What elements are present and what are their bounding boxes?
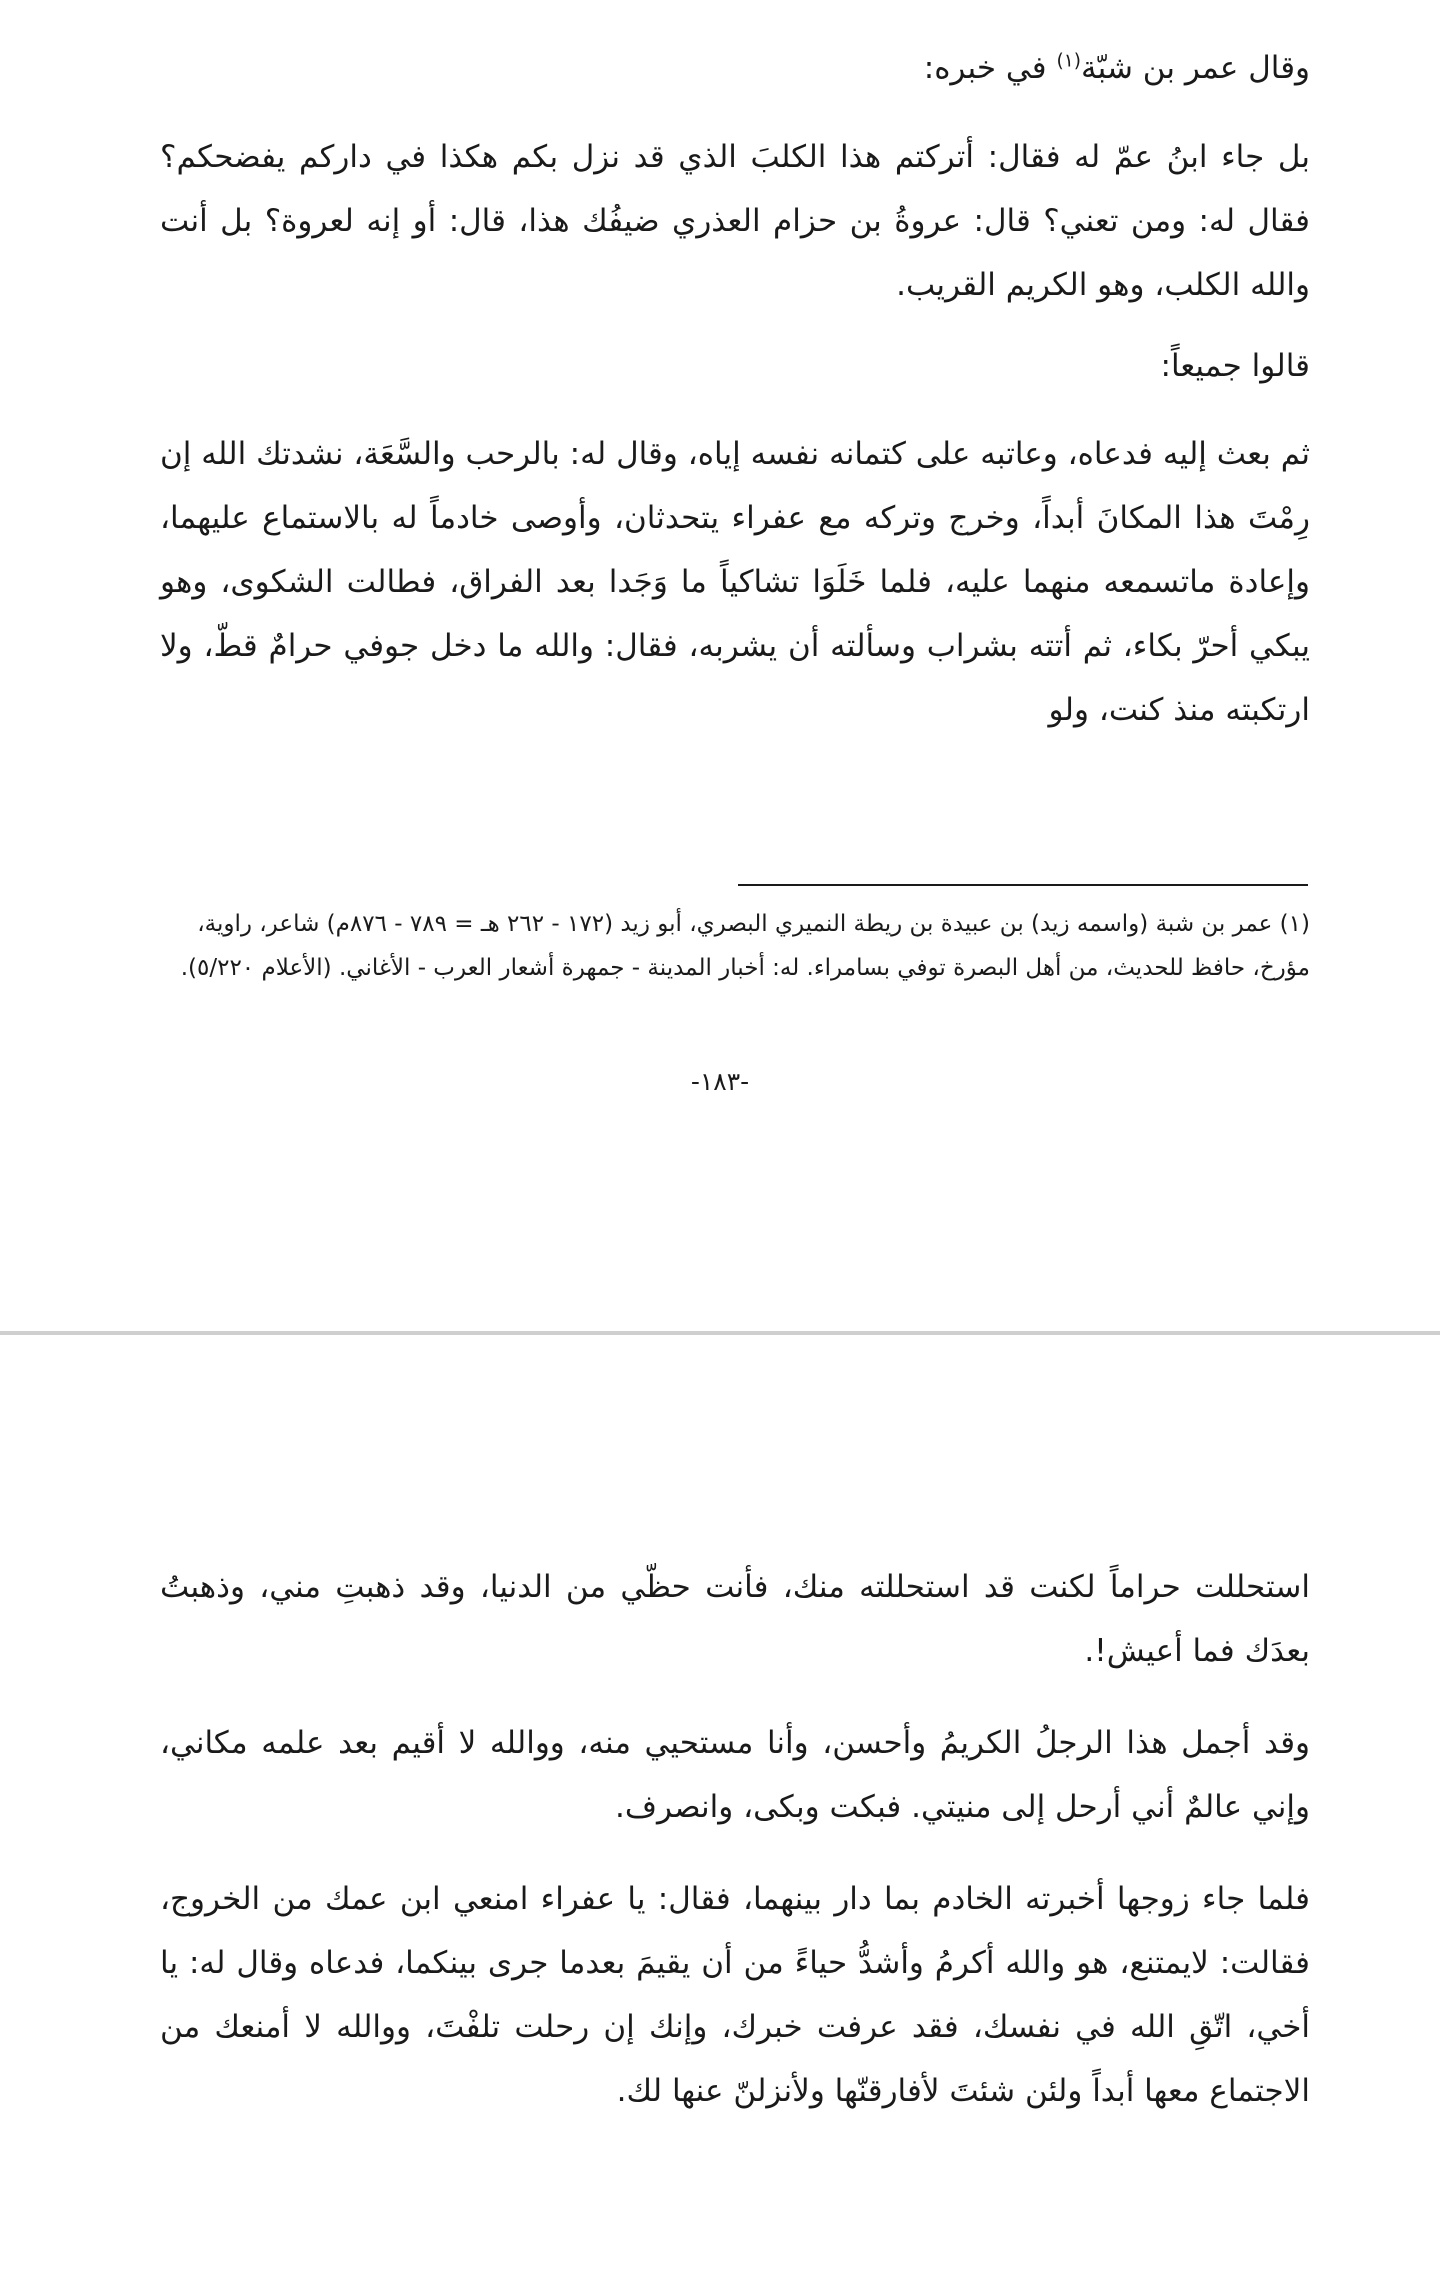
page-body-text xyxy=(160,1555,1310,2123)
paragraph: قالوا جميعاً: xyxy=(1160,348,1310,384)
paragraph: وقد أجمل هذا الرجلُ الكريمُ وأحسن، وأنا مستحيي منه، ووالله لا أقيم بعد علمه مكاني، وإني عالمٌ أني أرحل إلى منيتي. فبكت وبكى، وانصرف. xyxy=(160,1725,1310,1825)
intro-tail: في خبره: xyxy=(923,50,1057,86)
page-number: -١٨٣- xyxy=(690,1067,750,1096)
footnote-marker: (١) xyxy=(1056,50,1081,72)
footnote-separator xyxy=(738,884,1308,886)
page-body-text xyxy=(160,36,1310,742)
book-page-184 xyxy=(0,1336,1440,2275)
page-divider xyxy=(0,1331,1440,1335)
paragraph: فلما جاء زوجها أخبرته الخادم بما دار بينهما، فقال: يا عفراء امنعي ابن عمك من الخروج، فقالت: لايمتنع، هو والله أكرمُ وأشدُّ حياءً من أن يقيمَ بعدما جرى بينكما، فدعاه وقال له: يا أخي، اتّقِ الله في نفسك، فقد عرفت خبرك، وإنك إن رحلت تلفْتَ، ووالله لا أمنعك من الاجتماع معها أبداً ولئن شئتَ لأفارقنّها ولأنزلنّ عنها لك. xyxy=(160,1881,1310,2109)
paragraph: بل جاء ابنُ عمّ له فقال: أتركتم هذا الكلبَ الذي قد نزل بكم هكذا في داركم يفضحكم؟ فقال له: ومن تعني؟ قال: عروةُ بن حزام العذري ضيفُك هذا، قال: أو إنه لعروة؟ بل أنت والله الكلب، وهو الكريم القريب. xyxy=(160,139,1310,303)
intro-line xyxy=(160,36,1310,100)
footnote: (١) عمر بن شبة (واسمه زيد) بن عبيدة بن ريطة النميري البصري، أبو زيد (١٧٢ - ٢٦٢ هـ = ٧٨٩ - ٨٧٦م) شاعر، راوية، مؤرخ، حافظ للحديث، من أهل البصرة توفي بسامراء. له: أخبار المدينة - جمهرة أشعار العرب - الأغاني. (الأعلام ٥/٢٢٠). xyxy=(180,911,1310,981)
paragraph: ثم بعث إليه فدعاه، وعاتبه على كتمانه نفسه إياه، وقال له: بالرحب والسَّعَة، نشدتك الله إن رِمْتَ هذا المكانَ أبداً، وخرج وتركه مع عفراء يتحدثان، وأوصى خادماً له بالاستماع عليهما، وإعادة ماتسمعه منهما عليه، فلما خَلَوَا تشاكياً ما وَجَدا بعد الفراق، فطالت الشكوى، وهو يبكي أحرّ بكاء، ثم أتته بشراب وسألته أن يشربه، فقال: والله ما دخل جوفي حرامٌ قطّ، ولا ارتكبته منذ كنت، ولو xyxy=(160,436,1310,728)
intro-text: وقال عمر بن شبّة xyxy=(1080,50,1310,86)
paragraph: استحللت حراماً لكنت قد استحللته منك، فأنت حظّي من الدنيا، وقد ذهبتِ مني، وذهبتُ بعدَك فما أعيش!. xyxy=(160,1569,1310,1669)
